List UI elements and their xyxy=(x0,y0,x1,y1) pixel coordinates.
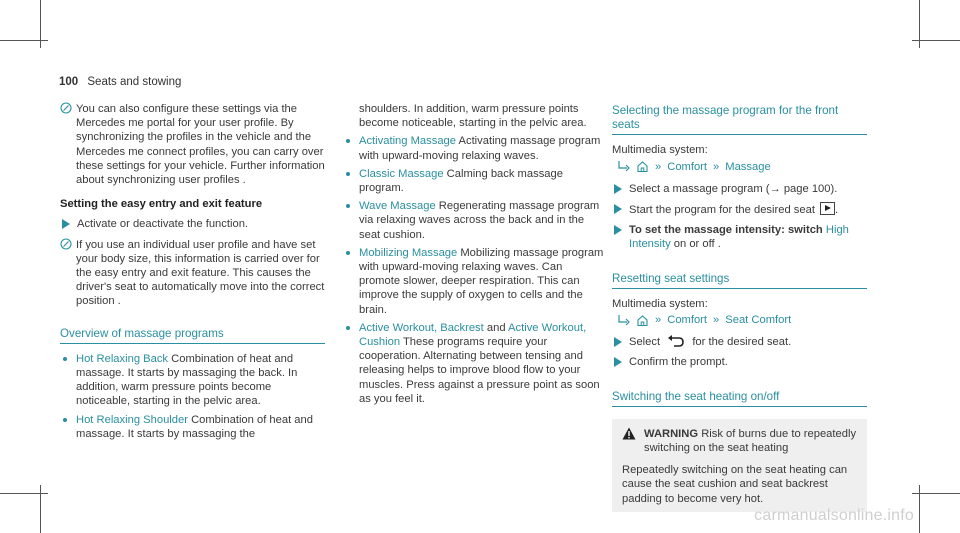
menu-comfort[interactable]: Comfort xyxy=(667,160,708,173)
bullet-icon xyxy=(63,357,67,361)
item-text: Regenerating massage program via relaxing waves across the back and in the seat cushion. xyxy=(359,200,600,241)
step-arrow-icon xyxy=(614,357,622,367)
info-note xyxy=(60,238,325,309)
crop-mark xyxy=(912,40,960,41)
step-text: Confirm the prompt. xyxy=(629,356,728,369)
subheading: Setting the easy entry and exit feature xyxy=(60,198,263,211)
section-title: Seats and stowing xyxy=(87,76,182,88)
list-item xyxy=(343,321,605,406)
section-heading: Resetting seat settings xyxy=(612,272,867,289)
warning-box xyxy=(612,419,867,512)
list-item xyxy=(343,199,605,242)
bullet-icon xyxy=(346,251,350,255)
menu-comfort[interactable]: Comfort xyxy=(667,314,708,327)
bullet-icon xyxy=(346,139,350,143)
warning-header xyxy=(622,427,857,455)
warning-label: WARNING xyxy=(644,427,699,440)
step-bold-text: To set the massage intensity: switch xyxy=(629,224,823,237)
item-text: Mobilizing massage program with upward-moving relaxing waves. Can promote slower, deeper respiration. This can improve the supply of oxygen to cells and the brain. xyxy=(359,246,604,316)
item-text: Activating massage program with upward-moving relaxing waves. xyxy=(359,135,601,162)
step-arrow-icon xyxy=(62,219,70,229)
menu-massage[interactable]: Massage xyxy=(725,160,771,173)
bullet-icon xyxy=(346,172,350,176)
column-2 xyxy=(343,102,605,410)
home-icon[interactable] xyxy=(636,160,649,173)
step xyxy=(612,355,867,369)
column-1 xyxy=(60,102,325,445)
high-intensity-link[interactable]: High Intensity xyxy=(629,224,849,251)
chevron-right-icon: » xyxy=(655,314,662,327)
step-text: for the desired seat. xyxy=(692,336,792,349)
list-item xyxy=(60,413,325,441)
step-text: on or off . xyxy=(673,238,721,251)
list-item xyxy=(343,134,605,162)
and-text: and xyxy=(486,321,506,334)
crop-mark xyxy=(912,493,960,494)
page-number: 100 xyxy=(59,76,79,88)
step-arrow-icon xyxy=(614,337,622,347)
note-text: If you use an individual user profile and have set your body size, this information is carried over for the easy entry and exit feature. This causes the driver's seat to automatically move into the correct position . xyxy=(76,238,325,308)
step-text: Start the program for the desired seat xyxy=(629,204,815,217)
reset-icon[interactable] xyxy=(667,335,685,347)
menu-path xyxy=(612,160,867,174)
step-text: Select xyxy=(629,336,661,349)
item-text: Combination of heat and massage. It starts by massaging the back. In addition, warm pressure points become noticeable, starting in the pelvic area. xyxy=(76,352,298,408)
chevron-right-icon: » xyxy=(713,314,720,327)
warning-body: Repeatedly switching on the seat heating can cause the seat cushion and seat backrest padding to become very hot. xyxy=(622,464,848,505)
program-link[interactable]: Hot Relaxing Shoulder xyxy=(76,413,188,426)
bullet-icon xyxy=(346,204,350,208)
info-icon xyxy=(60,102,72,114)
chevron-right-icon: » xyxy=(713,160,720,173)
multimedia-label: Multimedia system: xyxy=(612,297,708,310)
step-arrow-icon xyxy=(614,225,622,235)
home-icon[interactable] xyxy=(636,314,649,327)
column-3 xyxy=(612,104,867,512)
step-text: Activate or deactivate the function. xyxy=(77,218,249,231)
item-text: These programs require your cooperation. Alternating between tensing and releasing helps to improve blood flow to your muscles. Press against a pressure point as soon as you feel it. xyxy=(359,336,600,405)
step-arrow-icon xyxy=(614,184,622,194)
note-text: You can also configure these settings via the Mercedes me portal for your user profile. By synchronizing the profiles in the vehicle and the Mercedes me connect profiles, you can carry over these settings for your vehicle. Further information about synchronizing user profiles . xyxy=(76,103,325,187)
menu-seat-comfort[interactable]: Seat Comfort xyxy=(725,314,792,327)
program-link[interactable]: Wave Massage xyxy=(359,200,436,213)
step-arrow-icon xyxy=(614,204,622,214)
program-link[interactable]: Active Workout, Cushion xyxy=(359,321,587,349)
info-icon xyxy=(60,238,72,250)
program-link[interactable]: Hot Relaxing Back xyxy=(76,352,169,365)
menu-path xyxy=(612,313,867,327)
bullet-icon xyxy=(346,326,350,330)
step xyxy=(612,223,867,251)
list-item xyxy=(60,352,325,409)
path-arrow-icon xyxy=(618,161,630,172)
bullet-icon xyxy=(63,418,67,422)
info-note xyxy=(60,102,325,187)
watermark: carmanualsonline.info xyxy=(754,507,914,524)
play-icon[interactable] xyxy=(820,202,835,215)
step: Start the program for the desired seat . xyxy=(612,202,867,217)
program-link[interactable]: Mobilizing Massage xyxy=(359,246,458,259)
step xyxy=(612,182,867,196)
page-header xyxy=(59,76,181,88)
path-arrow-icon xyxy=(618,315,630,326)
continued-text: shoulders. In addition, warm pressure points become noticeable, starting in the pelvic area. xyxy=(359,103,587,130)
step xyxy=(60,217,325,231)
list-item xyxy=(343,167,605,195)
list-item xyxy=(343,246,605,317)
warning-text: Risk of burns due to repeatedly switching on the seat heating xyxy=(644,427,857,455)
section-heading: Selecting the massage program for the front seats xyxy=(612,104,867,135)
program-link[interactable]: Active Workout, Backrest xyxy=(359,321,484,334)
multimedia-label: Multimedia system: xyxy=(612,144,708,157)
program-link[interactable]: Activating Massage xyxy=(359,135,457,148)
crop-mark xyxy=(0,40,48,41)
step xyxy=(612,335,867,349)
section-heading: Switching the seat heating on/off xyxy=(612,390,867,407)
warning-icon xyxy=(622,427,636,440)
item-text: Combination of heat and massage. It starts by massaging the xyxy=(76,413,313,440)
program-link[interactable]: Classic Massage xyxy=(359,167,444,180)
section-heading: Overview of massage programs xyxy=(60,327,325,344)
step-text: Select a massage program (→ page 100). xyxy=(629,182,838,195)
item-text: Calming back massage program. xyxy=(359,167,563,195)
chevron-right-icon: » xyxy=(655,160,662,173)
crop-mark xyxy=(0,493,48,494)
